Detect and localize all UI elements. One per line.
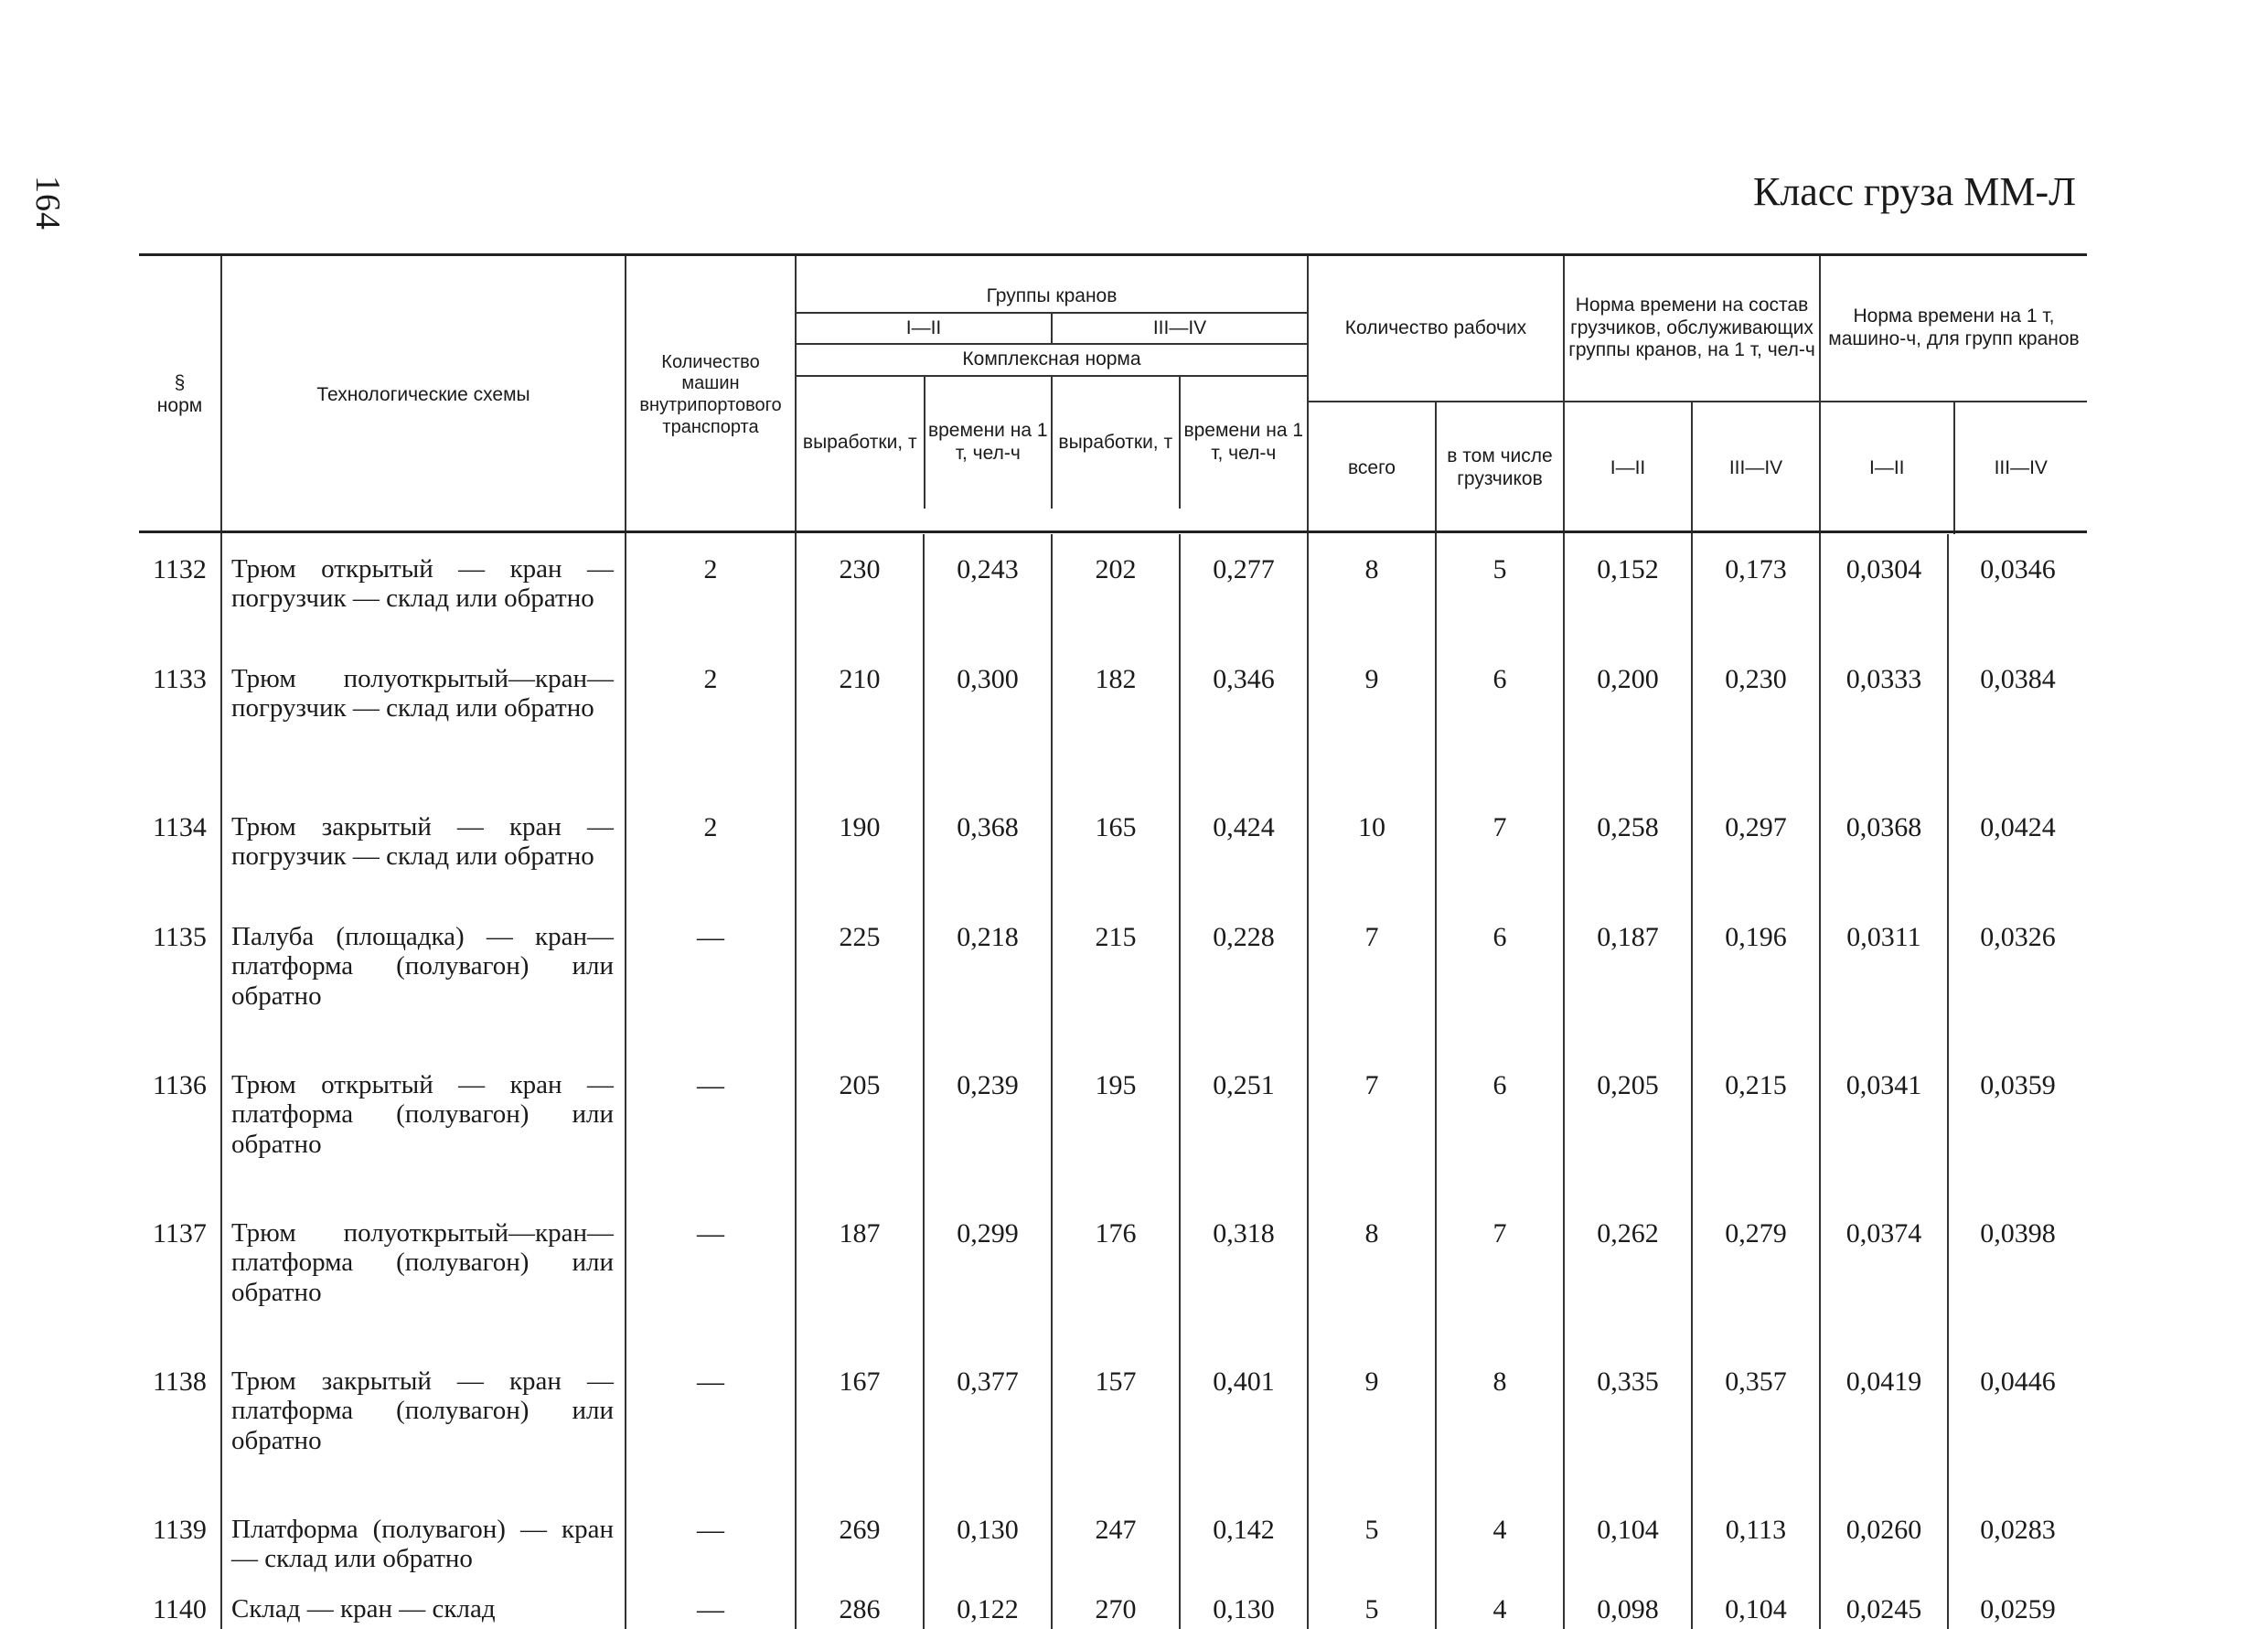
row-machines: — <box>626 902 796 1050</box>
row-norm-loaders-1-2: 0,258 <box>1564 792 1692 902</box>
row-workers-total: 5 <box>1308 1495 1436 1574</box>
header-output-3-4: выработки, т <box>1052 376 1180 509</box>
row-output-1-2: 190 <box>796 792 924 902</box>
header-output-1-2: выработки, т <box>802 431 917 453</box>
row-norm-machine-3-4: 0,0259 <box>1948 1574 2087 1629</box>
table-row <box>139 792 2087 902</box>
row-scheme: Трюм закрытый — кран — платформа (полувагон) или обратно <box>221 1346 626 1495</box>
header-norm-loaders-label: Норма времени на состав грузчиков, обслуживающих группы кранов, на 1 т, чел-ч <box>1565 256 1819 402</box>
row-output-3-4: 176 <box>1052 1198 1180 1346</box>
row-output-3-4: 202 <box>1052 534 1180 644</box>
row-time-3-4: 0,228 <box>1180 902 1308 1050</box>
row-time-1-2: 0,122 <box>924 1574 1052 1629</box>
header-norm-loaders <box>1564 256 1820 534</box>
row-output-3-4: 157 <box>1052 1346 1180 1495</box>
row-workers-loaders: 6 <box>1436 1050 1564 1198</box>
row-norm-loaders-3-4: 0,230 <box>1692 644 1820 792</box>
row-workers-loaders: 4 <box>1436 1574 1564 1629</box>
row-norm-machine-3-4: 0,0346 <box>1948 534 2087 644</box>
row-workers-loaders: 8 <box>1436 1346 1564 1495</box>
row-workers-loaders: 5 <box>1436 534 1564 644</box>
row-time-3-4: 0,130 <box>1180 1574 1308 1629</box>
table-row <box>139 1050 2087 1198</box>
row-machines: 2 <box>626 534 796 644</box>
row-time-1-2: 0,239 <box>924 1050 1052 1198</box>
row-norm-machine-3-4: 0,0424 <box>1948 792 2087 902</box>
row-time-1-2: 0,377 <box>924 1346 1052 1495</box>
row-norm-loaders-1-2: 0,200 <box>1564 644 1692 792</box>
row-scheme: Трюм закрытый — кран — погрузчик — склад или обратно <box>221 792 626 902</box>
row-machines: 2 <box>626 644 796 792</box>
row-workers-total: 10 <box>1308 792 1436 902</box>
row-workers-total: 7 <box>1308 902 1436 1050</box>
row-norm-loaders-3-4: 0,113 <box>1692 1495 1820 1574</box>
row-scheme: Трюм полуоткрытый—кран—погрузчик — склад или обратно <box>221 644 626 792</box>
header-workers <box>1308 256 1564 534</box>
row-time-3-4: 0,277 <box>1180 534 1308 644</box>
row-workers-total: 8 <box>1308 1198 1436 1346</box>
row-time-3-4: 0,346 <box>1180 644 1308 792</box>
table-row <box>139 1346 2087 1495</box>
row-norm-machine-1-2: 0,0245 <box>1820 1574 1948 1629</box>
row-output-3-4: 165 <box>1052 792 1180 902</box>
header-group-1-2: I—II <box>797 313 1052 345</box>
table-body <box>139 534 2087 1629</box>
table-row <box>139 1495 2087 1574</box>
header-norm-machine <box>1820 256 2087 534</box>
header-workers-total: всего <box>1348 456 1396 478</box>
row-workers-loaders: 6 <box>1436 902 1564 1050</box>
row-scheme: Платформа (полувагон) — кран — склад или обратно <box>221 1495 626 1574</box>
row-machines: — <box>626 1050 796 1198</box>
row-workers-loaders: 4 <box>1436 1495 1564 1574</box>
row-time-1-2: 0,218 <box>924 902 1052 1050</box>
header-crane-groups <box>796 256 1308 534</box>
row-workers-total: 9 <box>1308 1346 1436 1495</box>
header-machines: Количество машин внутрипортового транспорта <box>626 256 796 534</box>
header-workers-loaders: в том числе грузчиков <box>1436 402 1563 534</box>
row-norm-machine-1-2: 0,0374 <box>1820 1198 1948 1346</box>
row-time-3-4: 0,424 <box>1180 792 1308 902</box>
row-output-1-2: 230 <box>796 534 924 644</box>
row-norm-machine-1-2: 0,0311 <box>1820 902 1948 1050</box>
header-time-3-4: времени на 1 т, чел-ч <box>1180 376 1308 509</box>
row-time-3-4: 0,318 <box>1180 1198 1308 1346</box>
row-workers-total: 8 <box>1308 534 1436 644</box>
row-workers-loaders: 7 <box>1436 792 1564 902</box>
table-row <box>139 902 2087 1050</box>
header-time-1-2: времени на 1 т, чел-ч <box>925 376 1053 509</box>
row-machines: 2 <box>626 792 796 902</box>
row-time-1-2: 0,243 <box>924 534 1052 644</box>
header-workers-label: Количество рабочих <box>1309 256 1563 402</box>
row-output-1-2: 187 <box>796 1198 924 1346</box>
row-norm-machine-3-4: 0,0326 <box>1948 902 2087 1050</box>
header-norm-machine-label: Норма времени на 1 т, машино-ч, для групп кранов <box>1821 256 2087 402</box>
row-norm-loaders-1-2: 0,104 <box>1564 1495 1692 1574</box>
row-section: 1133 <box>153 664 207 694</box>
header-section: § норм <box>156 372 203 416</box>
row-time-3-4: 0,251 <box>1180 1050 1308 1198</box>
row-norm-loaders-1-2: 0,205 <box>1564 1050 1692 1198</box>
row-norm-loaders-3-4: 0,279 <box>1692 1198 1820 1346</box>
header-crane-groups-label: Группы кранов <box>797 282 1307 313</box>
row-scheme: Склад — кран — склад <box>221 1574 626 1629</box>
row-output-3-4: 247 <box>1052 1495 1180 1574</box>
row-output-1-2: 167 <box>796 1346 924 1495</box>
header-schemes: Технологические схемы <box>221 256 626 534</box>
row-workers-loaders: 7 <box>1436 1198 1564 1346</box>
row-output-1-2: 205 <box>796 1050 924 1198</box>
table-row <box>139 534 2087 644</box>
row-scheme: Палуба (площадка) — кран—платформа (полувагон) или обратно <box>221 902 626 1050</box>
row-output-3-4: 215 <box>1052 902 1180 1050</box>
row-time-3-4: 0,401 <box>1180 1346 1308 1495</box>
row-section: 1139 <box>153 1515 207 1545</box>
row-norm-loaders-1-2: 0,262 <box>1564 1198 1692 1346</box>
row-time-3-4: 0,142 <box>1180 1495 1308 1574</box>
row-norm-loaders-3-4: 0,297 <box>1692 792 1820 902</box>
row-section: 1136 <box>153 1070 207 1100</box>
row-output-1-2: 225 <box>796 902 924 1050</box>
row-norm-loaders-3-4: 0,357 <box>1692 1346 1820 1495</box>
row-scheme: Трюм открытый — кран — платформа (полувагон) или обратно <box>221 1050 626 1198</box>
row-output-3-4: 270 <box>1052 1574 1180 1629</box>
row-machines: — <box>626 1346 796 1495</box>
row-time-1-2: 0,299 <box>924 1198 1052 1346</box>
row-norm-machine-1-2: 0,0341 <box>1820 1050 1948 1198</box>
row-time-1-2: 0,130 <box>924 1495 1052 1574</box>
row-machines: — <box>626 1198 796 1346</box>
row-output-1-2: 269 <box>796 1495 924 1574</box>
row-workers-total: 7 <box>1308 1050 1436 1198</box>
row-norm-loaders-3-4: 0,104 <box>1692 1574 1820 1629</box>
row-machines: — <box>626 1495 796 1574</box>
row-norm-loaders-3-4: 0,196 <box>1692 902 1820 1050</box>
table-row <box>139 1574 2087 1629</box>
row-norm-loaders-1-2: 0,152 <box>1564 534 1692 644</box>
row-output-1-2: 286 <box>796 1574 924 1629</box>
header-norm-loaders-3-4: III—IV <box>1692 402 1819 534</box>
row-norm-loaders-3-4: 0,173 <box>1692 534 1820 644</box>
row-section: 1132 <box>153 554 207 584</box>
row-section: 1135 <box>153 922 207 952</box>
row-norm-machine-3-4: 0,0359 <box>1948 1050 2087 1198</box>
row-norm-machine-3-4: 0,0384 <box>1948 644 2087 792</box>
table-header-rule <box>139 530 2087 533</box>
page-number: 164 <box>28 176 67 230</box>
header-norm-loaders-1-2: I—II <box>1610 456 1646 478</box>
row-norm-machine-1-2: 0,0368 <box>1820 792 1948 902</box>
row-scheme: Трюм полуоткрытый—кран—платформа (полувагон) или обратно <box>221 1198 626 1346</box>
row-norm-machine-3-4: 0,0446 <box>1948 1346 2087 1495</box>
row-section: 1140 <box>153 1593 207 1624</box>
header-group-3-4: III—IV <box>1052 313 1307 345</box>
row-norm-machine-1-2: 0,0304 <box>1820 534 1948 644</box>
row-section: 1138 <box>153 1366 207 1397</box>
row-scheme: Трюм открытый — кран — погрузчик — склад или обратно <box>221 534 626 644</box>
header-norm-machine-1-2: I—II <box>1868 456 1905 478</box>
row-norm-machine-1-2: 0,0260 <box>1820 1495 1948 1574</box>
row-output-3-4: 195 <box>1052 1050 1180 1198</box>
row-norm-loaders-1-2: 0,098 <box>1564 1574 1692 1629</box>
row-workers-loaders: 6 <box>1436 644 1564 792</box>
table-header <box>139 256 2087 534</box>
row-norm-machine-3-4: 0,0398 <box>1948 1198 2087 1346</box>
header-norm-machine-3-4: III—IV <box>1954 402 2088 534</box>
row-section: 1137 <box>153 1218 207 1249</box>
row-machines: — <box>626 1574 796 1629</box>
table-row <box>139 644 2087 792</box>
row-norm-loaders-1-2: 0,335 <box>1564 1346 1692 1495</box>
table-rows <box>139 534 2087 1629</box>
row-norm-machine-3-4: 0,0283 <box>1948 1495 2087 1574</box>
row-norm-loaders-3-4: 0,215 <box>1692 1050 1820 1198</box>
row-section: 1134 <box>153 812 207 842</box>
row-output-1-2: 210 <box>796 644 924 792</box>
row-workers-total: 5 <box>1308 1574 1436 1629</box>
header-complex-norm: Комплексная норма <box>797 344 1307 376</box>
table-row <box>139 1198 2087 1346</box>
page-title: Класс груза ММ-Л <box>1752 169 2076 214</box>
row-output-3-4: 182 <box>1052 644 1180 792</box>
row-time-1-2: 0,300 <box>924 644 1052 792</box>
row-time-1-2: 0,368 <box>924 792 1052 902</box>
row-workers-total: 9 <box>1308 644 1436 792</box>
row-norm-loaders-1-2: 0,187 <box>1564 902 1692 1050</box>
row-norm-machine-1-2: 0,0333 <box>1820 644 1948 792</box>
row-norm-machine-1-2: 0,0419 <box>1820 1346 1948 1495</box>
